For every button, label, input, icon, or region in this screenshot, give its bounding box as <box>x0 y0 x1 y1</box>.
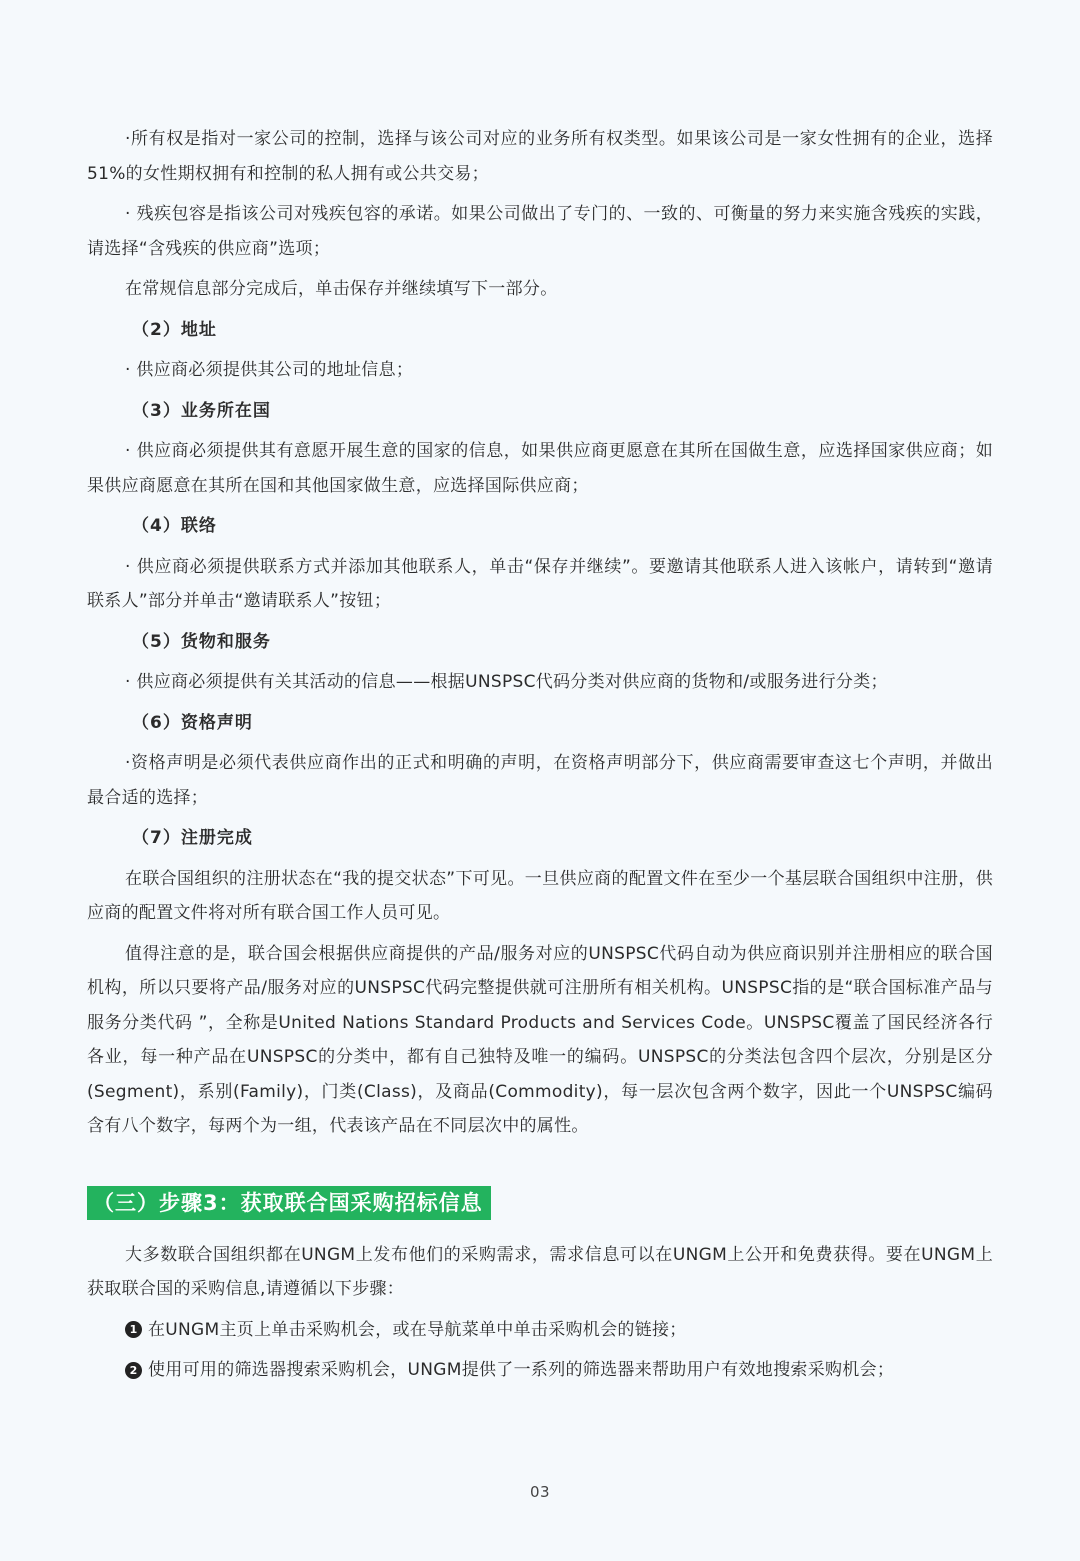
paragraph-qualification: ·资格声明是必须代表供应商作出的正式和明确的声明，在资格声明部分下，供应商需要审查这七个声明，并做出最合适的选择； <box>87 753 993 808</box>
paragraph-step3-intro: 大多数联合国组织都在UNGM上发布他们的采购需求，需求信息可以在UNGM上公开和免费获得。要在UNGM上获取联合国的采购信息,请遵循以下步骤： <box>87 1244 993 1299</box>
paragraph-contact: · 供应商必须提供联系方式并添加其他联系人，单击“保存并继续”。要邀请其他联系人进入该帐户，请转到“邀请联系人”部分并单击“邀请联系人”按钮； <box>87 556 993 611</box>
heading-registration-complete: （7）注册完成 <box>132 828 253 848</box>
step-item <box>87 1313 993 1348</box>
paragraph-address: · 供应商必须提供其公司的地址信息； <box>125 360 414 380</box>
step-number-badge: 1 <box>125 1321 142 1338</box>
heading-qualification: （6）资格声明 <box>132 712 253 733</box>
page-number: 03 <box>529 1483 551 1501</box>
step-item <box>87 1353 993 1388</box>
paragraph-business-country: · 供应商必须提供其有意愿开展生意的国家的信息，如果供应商更愿意在其所在国做生意，应选择国家供应商；如果供应商愿意在其所在国和其他国家做生意，应选择国际供应商； <box>87 441 993 496</box>
paragraph-disability: · 残疾包容是指该公司对残疾包容的承诺。如果公司做出了专门的、一致的、可衡量的努力来实施含残疾的实践，请选择“含残疾的供应商”选项； <box>87 204 993 259</box>
step-text: 在UNGM主页上单击采购机会，或在导航菜单中单击采购机会的链接； <box>148 1319 687 1340</box>
paragraph-registration-complete: 在联合国组织的注册状态在“我的提交状态”下可见。一旦供应商的配置文件在至少一个基层联合国组织中注册，供应商的配置文件将对所有联合国工作人员可见。 <box>87 868 993 923</box>
paragraph-ownership: ·所有权是指对一家公司的控制，选择与该公司对应的业务所有权类型。如果该公司是一家女性拥有的企业，选择51%的女性期权拥有和控制的私人拥有或公共交易； <box>87 129 993 184</box>
heading-business-country: （3）业务所在国 <box>132 400 271 421</box>
heading-address: （2）地址 <box>132 319 217 340</box>
page-content <box>87 122 993 1394</box>
step-text: 使用可用的筛选器搜索采购机会，UNGM提供了一系列的筛选器来帮助用户有效地搜索采购机会； <box>148 1360 895 1380</box>
step-number-badge: 2 <box>125 1362 142 1379</box>
heading-goods-services: （5）货物和服务 <box>132 631 271 652</box>
paragraph-goods-services: · 供应商必须提供有关其活动的信息——根据UNSPSC代码分类对供应商的货物和/或服务进行分类； <box>125 672 888 692</box>
paragraph-save-continue: 在常规信息部分完成后，单击保存并继续填写下一部分。 <box>125 279 558 299</box>
heading-contact: （4）联络 <box>132 516 217 536</box>
paragraph-unspsc-note: 值得注意的是，联合国会根据供应商提供的产品/服务对应的UNSPSC代码自动为供应商识别并注册相应的联合国机构，所以只要将产品/服务对应的UNSPSC代码完整提供就可注册所有相关机构。UNSPSC指的是“联合国标准产品与服务分类代码 ”，全称是United Nations Standard Products and Services Code。UNSPSC覆盖了国民经济各行各业，每一种产品在UNSPSC的分类中，都有自己独特及唯一的编码。UNSPSC的分类法包含四个层次，分别是区分(Segment)，系别(Family)，门类(Class)，及商品(Commodity)，每一层次包含两个数字，因此一个UNSPSC编码含有八个数字，每两个为一组，代表该产品在不同层次中的属性。 <box>87 943 993 1136</box>
section-banner-step3: （三）步骤3：获取联合国采购招标信息 <box>87 1186 491 1220</box>
